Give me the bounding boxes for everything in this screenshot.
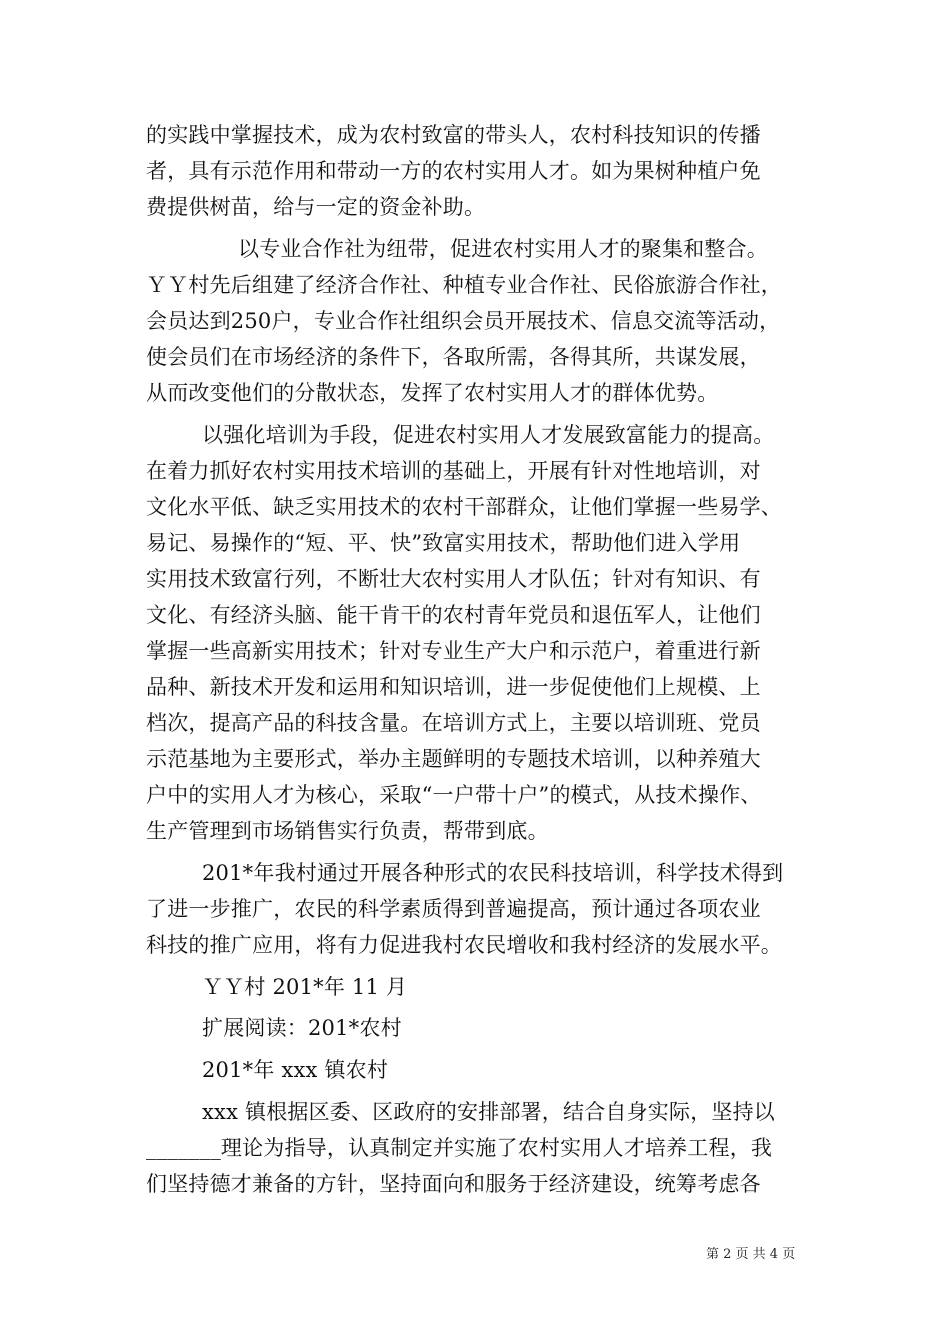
- text-line: 的实践中掌握技术，成为农村致富的带头人，农村科技知识的传播: [146, 123, 761, 147]
- text-line: 科技的推广应用，将有力促进我村农民增收和我村经济的发展水平。: [146, 933, 782, 957]
- text-line: 实用技术致富行列，不断壮大农村实用人才队伍；针对有知识、有: [146, 567, 761, 591]
- text-line: 档次，提高产品的科技含量。在培训方式上，主要以培训班、党员: [146, 711, 761, 735]
- page-number-footer: 第 2 页 共 4 页: [706, 1247, 796, 1262]
- text-line: 文化、有经济头脑、能干肯干的农村青年党员和退伍军人，让他们: [146, 603, 761, 627]
- text-line: 者，具有示范作用和带动一方的农村实用人才。如为果树种植户免: [146, 159, 761, 183]
- text-line: 掌握一些高新实用技术；针对专业生产大户和示范户，着重进行新: [146, 639, 761, 663]
- text-line: 201*年 xxx 镇农村: [202, 1058, 389, 1082]
- text-line: 生产管理到市场销售实行负责，帮带到底。: [146, 819, 549, 843]
- text-line: 从而改变他们的分散状态，发挥了农村实用人才的群体优势。: [146, 381, 719, 405]
- text-line: 户中的实用人才为核心，采取“一户带十户”的模式，从技术操作、: [146, 783, 762, 807]
- text-line: 示范基地为主要形式，举办主题鲜明的专题技术培训，以种养殖大: [146, 747, 761, 771]
- text-line: 扩展阅读：201*农村: [202, 1016, 402, 1040]
- text-line: xxx 镇根据区委、区政府的安排部署，结合自身实际，坚持以: [202, 1100, 776, 1124]
- text-line: ＹＹ村 201*年 11 月: [202, 975, 408, 999]
- text-line: 201*年我村通过开展各种形式的农民科技培训，科学技术得到: [202, 861, 784, 885]
- text-line: ＹＹ村先后组建了经济合作社、种植专业合作社、民俗旅游合作社，: [146, 273, 782, 297]
- text-line: 以专业合作社为纽带，促进农村实用人才的聚集和整合。: [238, 237, 768, 261]
- text-line: 们坚持德才兼备的方针，坚持面向和服务于经济建设，统筹考虑各: [146, 1172, 761, 1196]
- text-line: 了进一步推广，农民的科学素质得到普遍提高，预计通过各项农业: [146, 897, 761, 921]
- text-line: 品种、新技术开发和运用和知识培训，进一步促使他们上规模、上: [146, 675, 761, 699]
- text-line: 会员达到250户，专业合作社组织会员开展技术、信息交流等活动，: [146, 309, 781, 333]
- text-line: _______理论为指导，认真制定并实施了农村实用人才培养工程，我: [146, 1136, 773, 1160]
- text-line: 使会员们在市场经济的条件下，各取所需，各得其所，共谋发展，: [146, 345, 761, 369]
- text-line: 易记、易操作的“短、平、快”致富实用技术，帮助他们进入学用: [146, 531, 741, 555]
- text-line: 以强化培训为手段，促进农村实用人才发展致富能力的提高。: [202, 423, 775, 447]
- text-line: 在着力抓好农村实用技术培训的基础上，开展有针对性地培训，对: [146, 459, 761, 483]
- text-line: 文化水平低、缺乏实用技术的农村干部群众，让他们掌握一些易学、: [146, 495, 782, 519]
- text-line: 费提供树苗，给与一定的资金补助。: [146, 195, 486, 219]
